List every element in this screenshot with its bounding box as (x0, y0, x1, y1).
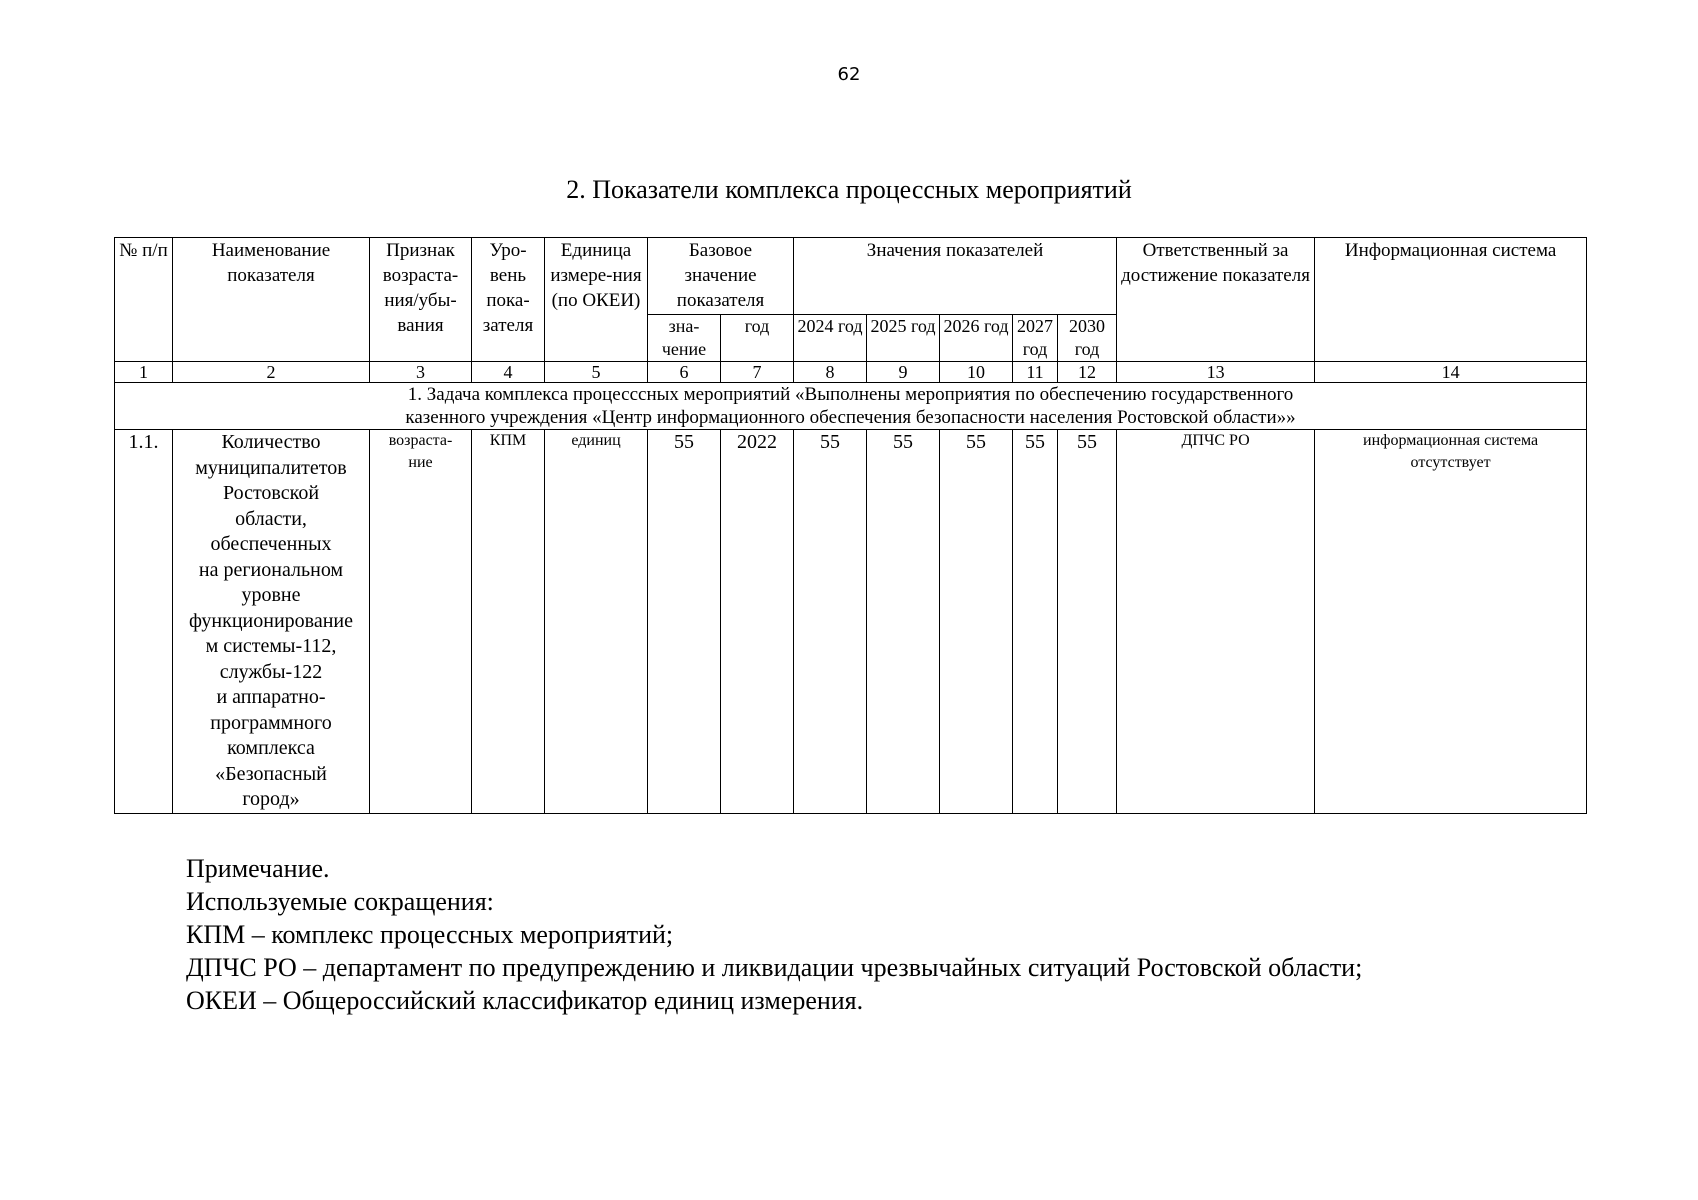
column-number: 2 (173, 362, 370, 383)
column-number: 10 (940, 362, 1013, 383)
value-2027: 55 (1013, 430, 1058, 814)
note-title: Примечание. (186, 854, 330, 883)
indicators-table (114, 237, 1587, 814)
header-year-2030: 2030 год (1058, 315, 1117, 362)
name-line: программного (210, 711, 332, 734)
name-line: комплекса (227, 737, 315, 759)
column-number: 7 (721, 362, 794, 383)
page-number: 62 (837, 64, 861, 85)
header-base-year: год (721, 315, 794, 362)
column-number: 3 (370, 362, 472, 383)
header-base-value: зна-чение (648, 315, 721, 362)
unit: единиц (545, 430, 648, 814)
name-line: области, (235, 507, 307, 530)
indicator-level: КПМ (472, 430, 545, 814)
header-num: № п/п (115, 238, 173, 362)
task-line: казенного учреждения «Центр информационного обеспечения безопасности населения Ростовской области»» (405, 407, 1296, 428)
base-value: 55 (648, 430, 721, 814)
name-line: Ростовской (222, 482, 320, 504)
header-year-2025: 2025 год (867, 315, 940, 362)
info-system (1315, 430, 1587, 814)
header-year-2027: 2027 год (1013, 315, 1058, 362)
header-responsible: Ответственный за достижение показателя (1117, 238, 1315, 362)
base-year: 2022 (721, 430, 794, 814)
column-number-row (115, 362, 1587, 383)
task-cell (115, 383, 1587, 430)
column-number: 1 (115, 362, 173, 383)
name-line: и аппаратно- (216, 686, 326, 708)
name-line: м системы-112, (205, 635, 337, 657)
sign-line: возраста- (388, 432, 453, 449)
responsible: ДПЧС РО (1117, 430, 1315, 814)
name-line: «Безопасный (215, 762, 327, 785)
name-line: уровне (241, 584, 301, 606)
header-row-1 (115, 238, 1587, 315)
header-name: Наименование показателя (173, 238, 370, 362)
task-line: 1. Задача комплекса процесcсных мероприятий «Выполнены мероприятия по обеспечению государственного (407, 384, 1294, 405)
name-line: на региональном (198, 558, 344, 581)
info-line: информационная система (1363, 432, 1539, 449)
column-number: 8 (794, 362, 867, 383)
value-2030: 55 (1058, 430, 1117, 814)
note-item: ОКЕИ – Общероссийский классификатор единиц измерения. (186, 986, 864, 1015)
column-number: 5 (545, 362, 648, 383)
value-2024: 55 (794, 430, 867, 814)
task-row (115, 383, 1587, 430)
note-block (186, 852, 1362, 1017)
info-line: отсутствует (1410, 454, 1491, 471)
name-line: службы-122 (219, 660, 323, 683)
column-number: 12 (1058, 362, 1117, 383)
column-number: 11 (1013, 362, 1058, 383)
row-num: 1.1. (115, 430, 173, 814)
table-row (115, 430, 1587, 814)
column-number: 13 (1117, 362, 1315, 383)
column-number: 14 (1315, 362, 1587, 383)
note-item: ДПЧС РО – департамент по предупреждению и ликвидации чрезвычайных ситуаций Ростовской области; (186, 953, 1363, 982)
note-item: КПМ – комплекс процессных мероприятий; (186, 920, 674, 949)
header-base: Базовое значение показателя (648, 238, 794, 315)
section-title: 2. Показатели комплекса процессных мероприятий (566, 175, 1132, 204)
header-values: Значения показателей (794, 238, 1117, 315)
header-level: Уро-вень пока-зателя (472, 238, 545, 362)
growth-sign (370, 430, 472, 814)
name-line: муниципалитетов (195, 456, 347, 479)
header-year-2026: 2026 год (940, 315, 1013, 362)
value-2026: 55 (940, 430, 1013, 814)
header-sign: Признак возраста-ния/убы-вания (370, 238, 472, 362)
column-number: 4 (472, 362, 545, 383)
column-number: 6 (648, 362, 721, 383)
header-info-system: Информационная система (1315, 238, 1587, 362)
sign-line: ние (408, 454, 433, 471)
name-line: город» (242, 788, 300, 810)
name-line: функционирование (188, 609, 354, 632)
note-subtitle: Используемые сокращения: (186, 887, 494, 916)
name-line: Количество (221, 431, 321, 453)
column-number: 9 (867, 362, 940, 383)
value-2025: 55 (867, 430, 940, 814)
header-year-2024: 2024 год (794, 315, 867, 362)
indicator-name (173, 430, 370, 814)
header-unit: Единица измере-ния (по ОКЕИ) (545, 238, 648, 362)
name-line: обеспеченных (210, 533, 332, 555)
